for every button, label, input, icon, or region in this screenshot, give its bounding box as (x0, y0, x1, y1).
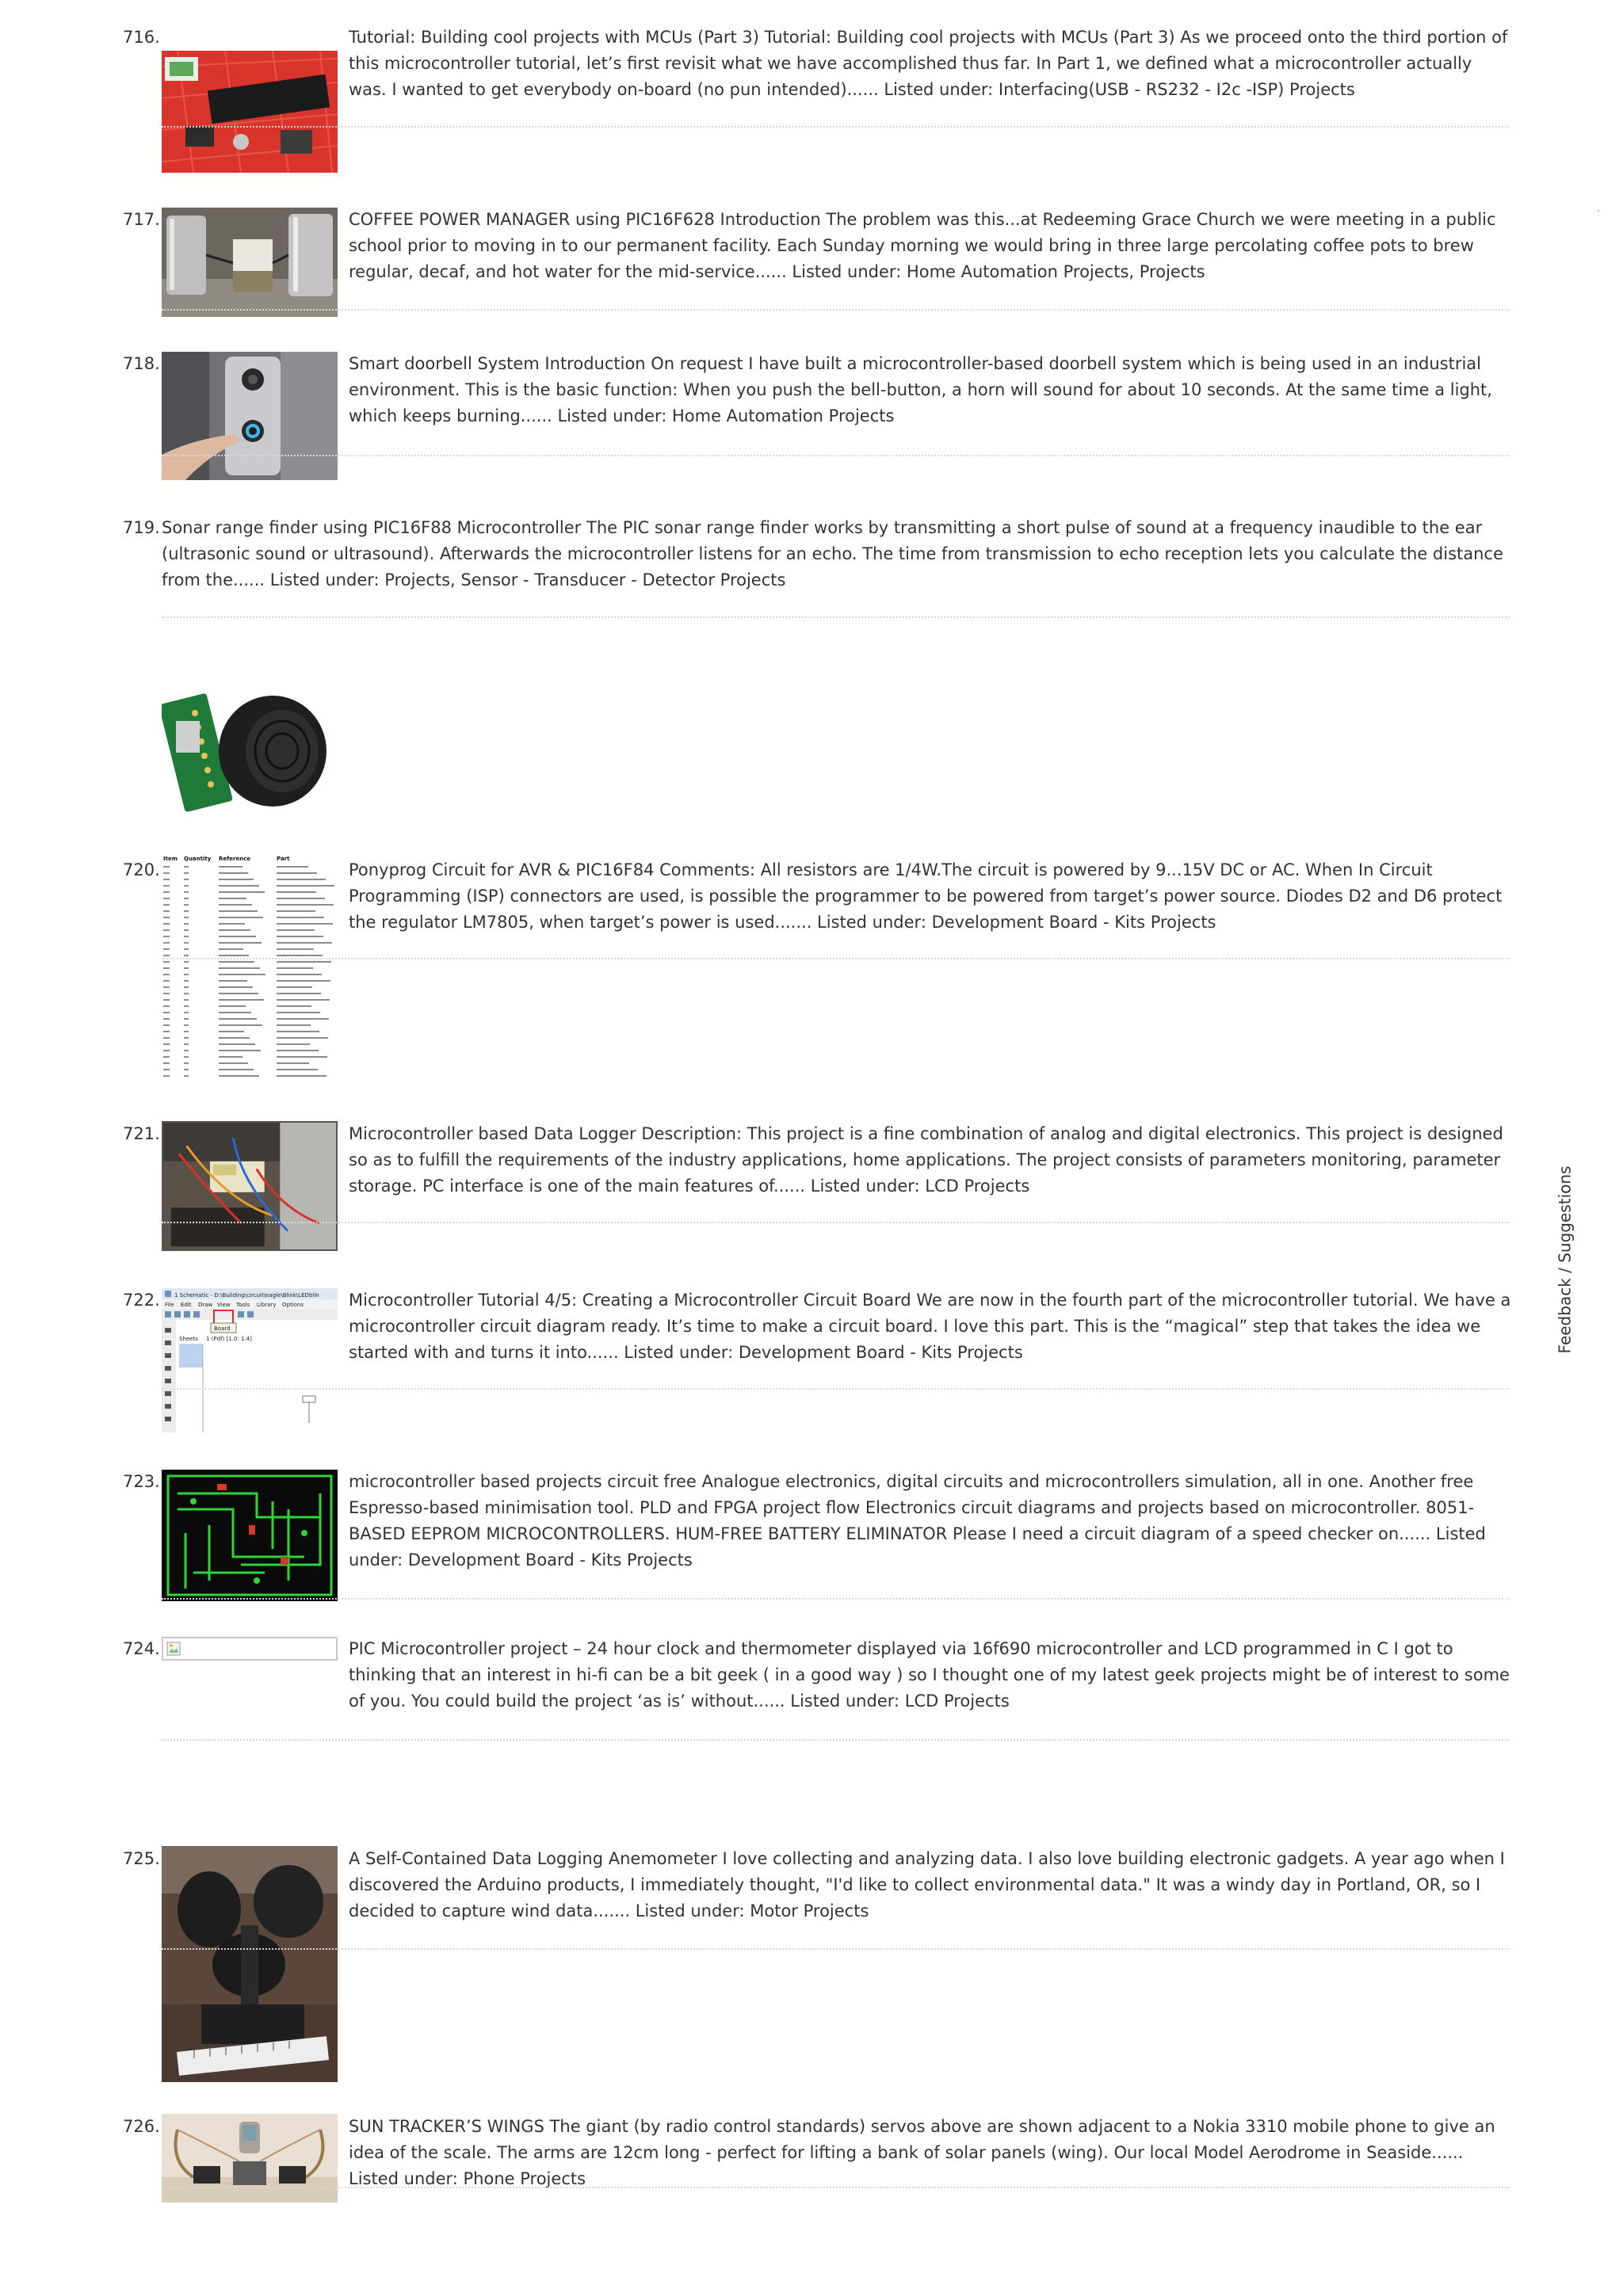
servo-wings-image[interactable] (162, 2114, 338, 2203)
item-number: 722. (123, 1291, 160, 1310)
parts-header-item: Item (163, 856, 178, 862)
sheets-label: Sheets (179, 1336, 198, 1342)
item-number: 723. (123, 1472, 160, 1491)
item-number: 717. (123, 210, 160, 229)
sheet-tab: 1 (Pdf) [1.0: 1.4] (206, 1336, 252, 1342)
schematic-editor-screenshot-image[interactable] (162, 1288, 338, 1432)
item-description: SUN TRACKER’S WINGS The giant (by radio control standards) servos above are shown adjacent to a Nokia 3310 mobile phone to give an idea of the scale. The arms are 12cm long - perfect for lifting a bank of solar panels (wing). Our local Model Aerodrome in Seaside...... Listed under: Phone Projects (349, 2117, 1495, 2188)
feedback-suggestions-tab[interactable]: Feedback / Suggestions (1555, 1165, 1575, 1354)
parts-header-part: Part (277, 856, 290, 862)
item-description: Sonar range finder using PIC16F88 Microcontroller The PIC sonar range finder works by transmitting a short pulse of sound at a frequency inaudible to the ear (ultrasonic sound or ultrasound). Afterwards the microcontroller listens for an echo. The time from transmission to echo reception lets you calculate the distance from the...... Listed under: Projects, Sensor - Transducer - Detector Projects (162, 518, 1503, 589)
ultrasonic-sensor-image[interactable] (162, 666, 338, 821)
item-number: 720. (123, 860, 160, 879)
item-description: PIC Microcontroller project – 24 hour clock and thermometer displayed via 16f690 microcontroller and LCD programmed in C I got to thinking that an interest in hi-fi can be a bit geek ( in a good way ) so I thought one of my latest geek projects might be of interest to some of you. You could build the project ‘as is’ without...... Listed under: LCD Projects (349, 1639, 1510, 1711)
separator (162, 616, 1510, 618)
item-number: 721. (123, 1124, 160, 1143)
item-description: microcontroller based projects circuit free Analogue electronics, digital circuits and microcontrollers simulation, all in one. Another free Espresso-based minimisation tool. PLD and FPGA project flow Electronics circuit diagrams and projects based on microcontroller. 8051-BASED EEPROM MICROCONTROLLERS. HUM-FREE BATTERY ELIMINATOR Please I need a circuit diagram of a speed checker on...... Listed under: Development Board - Kits Projects (349, 1472, 1486, 1569)
tooltip-board: Board (214, 1325, 231, 1332)
menu-edit: Edit (181, 1302, 192, 1308)
coffee-pots-image[interactable] (162, 208, 338, 317)
doorbell-button-image[interactable] (162, 352, 338, 480)
item-description: Tutorial: Building cool projects with MCUs (Part 3) Tutorial: Building cool projects with MCUs (Part 3) As we proceed onto the third portion of this microcontroller tutorial, let’s first revisit what we have accomplished thus far. In Part 1, we defined what a microcontroller actually was. I wanted to get everybody on-board (no pun intended)...... Listed under: Interfacing(USB - RS232 - I2c -ISP) Projects (349, 28, 1508, 99)
parts-list-image[interactable] (162, 854, 338, 1084)
item-number: 716. (123, 28, 160, 47)
menu-options: Options (282, 1302, 304, 1308)
item-description: Ponyprog Circuit for AVR & PIC16F84 Comments: All resistors are 1/4W.The circuit is powered by 9...15V DC or AC. When In Circuit Programming (ISP) connectors are used, is possible the programmer to be powered from target’s power source. Diodes D2 and D6 protect the regulator LM7805, when target’s power is used....... Listed under: Development Board - Kits Projects (349, 860, 1503, 932)
separator (162, 1739, 1510, 1741)
item-description: A Self-Contained Data Logging Anemometer I love collecting and analyzing data. I also love building electronic gadgets. A year ago when I discovered the Arduino products, I immediately thought, "I'd like to collect environmental data." It was a windy day in Portland, OR, so I decided to capture wind data....... Listed under: Motor Projects (349, 1849, 1505, 1920)
parts-header-reference: Reference (219, 856, 251, 862)
window-title: 1 Schematic - D:\Building\circuit\eagle\Blink\LEDblin (174, 1292, 319, 1299)
item-number: 719. (123, 518, 160, 537)
item-number: 724. (123, 1639, 160, 1658)
separator (162, 2187, 1510, 2188)
red-microcontroller-board-image[interactable] (162, 51, 338, 173)
broken-image-icon[interactable] (162, 1637, 338, 1661)
menu-tools: Tools (236, 1302, 250, 1308)
item-number: 725. (123, 1849, 160, 1868)
decorative-dot (1598, 210, 1599, 212)
separator (162, 126, 1510, 128)
item-description: COFFEE POWER MANAGER using PIC16F628 Introduction The problem was this...at Redeeming Grace Church we were meeting in a public school prior to moving in to our permanent facility. Each Sunday morning we would bring in three large percolating coffee pots to brew regular, decaf, and hot water for the mid-service...... Listed under: Home Automation Projects, Projects (349, 210, 1496, 281)
data-logger-wiring-image[interactable] (162, 1121, 338, 1251)
separator (162, 958, 1510, 959)
item-description: Microcontroller Tutorial 4/5: Creating a Microcontroller Circuit Board We are now in the fourth part of the microcontroller tutorial. We have a microcontroller circuit diagram ready. It’s time to make a circuit board. I love this part. This is the “magical” step that takes the idea we started with and turns it into...... Listed under: Development Board - Kits Projects (349, 1291, 1511, 1362)
item-number: 718. (123, 354, 160, 373)
menu-library: Library (257, 1302, 277, 1308)
menu-draw: Draw (198, 1302, 213, 1308)
parts-header-quantity: Quantity (184, 856, 212, 862)
item-number: 726. (123, 2117, 160, 2136)
green-pcb-layout-image[interactable] (162, 1470, 338, 1601)
item-description: Microcontroller based Data Logger Description: This project is a fine combination of analog and digital electronics. This project is designed so as to fulfill the requirements of the industry applications, home applications. The project consists of parameters monitoring, parameter storage. PC interface is one of the main features of...... Listed under: LCD Projects (349, 1124, 1503, 1196)
separator (162, 309, 1510, 311)
separator (162, 1948, 1510, 1950)
separator (162, 1598, 1510, 1600)
menu-view: View (217, 1302, 231, 1308)
separator (162, 455, 1510, 456)
separator (162, 1222, 1510, 1223)
separator (162, 1388, 1510, 1390)
item-description: Smart doorbell System Introduction On request I have built a microcontroller-based doorbell system which is being used in an industrial environment. This is the basic function: When you push the bell-button, a horn will sound for about 10 seconds. At the same time a light, which keeps burning...... Listed under: Home Automation Projects (349, 354, 1492, 425)
menu-file: File (165, 1302, 174, 1308)
anemometer-image[interactable] (162, 1846, 338, 2082)
